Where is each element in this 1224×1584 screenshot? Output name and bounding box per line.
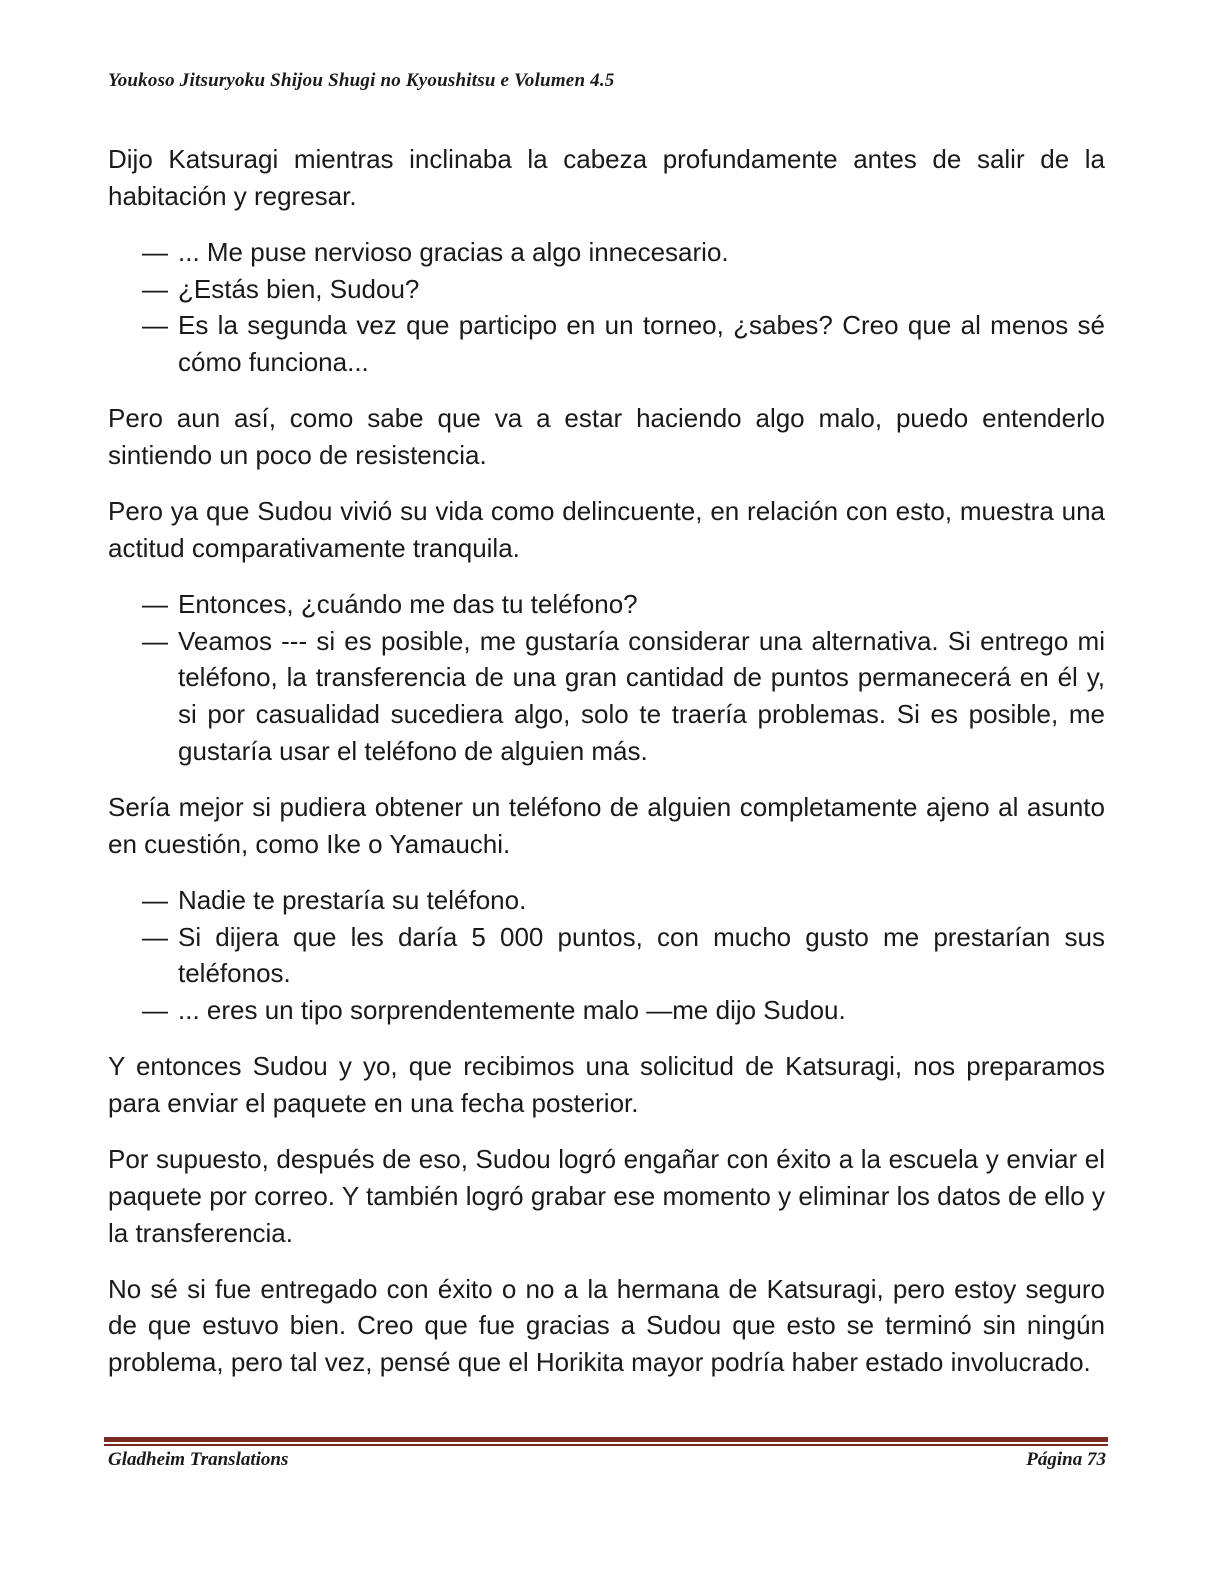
page-number: Página 73 xyxy=(1026,1449,1106,1470)
dialogue-dash: — xyxy=(142,625,168,656)
paragraph: Dijo Katsuragi mientras inclinaba la cabeza profundamente antes de salir de la habitación y regresar. xyxy=(108,144,1105,211)
dialogue-line xyxy=(108,271,1105,308)
dialogue-dash: — xyxy=(142,995,168,1026)
dialogue-dash: — xyxy=(142,273,168,304)
footer-credit: Gladheim Translations xyxy=(108,1449,289,1470)
dialogue-dash: — xyxy=(142,921,168,952)
dialogue-block xyxy=(108,882,1105,1029)
dialogue-text: ¿Estás bien, Sudou? xyxy=(178,273,420,304)
paragraph: Pero ya que Sudou vivió su vida como delincuente, en relación con esto, muestra una actitud comparativamente tranquila. xyxy=(108,496,1105,563)
page-body xyxy=(108,141,1105,1400)
paragraph: Por supuesto, después de eso, Sudou logró engañar con éxito a la escuela y enviar el paquete por correo. Y también logró grabar ese momento y eliminar los datos de ello y la transferencia. xyxy=(108,1144,1105,1248)
dialogue-text: Entonces, ¿cuándo me das tu teléfono? xyxy=(178,589,638,620)
dialogue-text: ... eres un tipo sorprendentemente malo —me dijo Sudou. xyxy=(178,995,846,1026)
dialogue-text: Si dijera que les daría 5 000 puntos, con mucho gusto me prestarían sus teléfonos. xyxy=(178,921,1105,989)
dialogue-block xyxy=(108,586,1105,770)
dialogue-text: Nadie te prestaría su teléfono. xyxy=(178,884,527,915)
dialogue-dash: — xyxy=(142,589,168,620)
paragraph: No sé si fue entregado con éxito o no a la hermana de Katsuragi, pero estoy seguro de que estuvo bien. Creo que fue gracias a Sudou que esto se terminó sin ningún problema, pero tal vez, pensé que el Horikita mayor podría haber estado involucrado. xyxy=(108,1273,1105,1378)
footer-rule-thick xyxy=(104,1437,1108,1442)
paragraph: Pero aun así, como sabe que va a estar haciendo algo malo, puedo entenderlo sintiendo un poco de resistencia. xyxy=(108,403,1105,470)
running-header: Youkoso Jitsuryoku Shijou Shugi no Kyoushitsu e Volumen 4.5 xyxy=(108,70,615,91)
dialogue-dash: — xyxy=(142,236,168,267)
paragraph: Y entonces Sudou y yo, que recibimos una solicitud de Katsuragi, nos preparamos para enviar el paquete en una fecha posterior. xyxy=(108,1051,1105,1118)
dialogue-dash: — xyxy=(142,310,168,341)
dialogue-block xyxy=(108,234,1105,381)
dialogue-dash: — xyxy=(142,884,168,915)
dialogue-line xyxy=(108,882,1105,919)
dialogue-line xyxy=(108,234,1105,271)
dialogue-line xyxy=(108,623,1105,770)
dialogue-line xyxy=(108,586,1105,623)
dialogue-line xyxy=(108,992,1105,1029)
dialogue-line xyxy=(108,307,1105,380)
dialogue-text: ... Me puse nervioso gracias a algo innecesario. xyxy=(178,236,729,267)
dialogue-line xyxy=(108,919,1105,992)
dialogue-text: Veamos --- si es posible, me gustaría considerar una alternativa. Si entrego mi teléfono, la transferencia de una gran cantidad de puntos permanecerá en él y, si por casualidad sucediera algo, solo te traería problemas. Si es posible, me gustaría usar el teléfono de alguien más. xyxy=(178,625,1105,766)
paragraph: Sería mejor si pudiera obtener un teléfono de alguien completamente ajeno al asunto en cuestión, como Ike o Yamauchi. xyxy=(108,792,1105,859)
dialogue-text: Es la segunda vez que participo en un torneo, ¿sabes? Creo que al menos sé cómo funciona... xyxy=(178,310,1105,378)
footer-rule-thin xyxy=(104,1444,1108,1446)
